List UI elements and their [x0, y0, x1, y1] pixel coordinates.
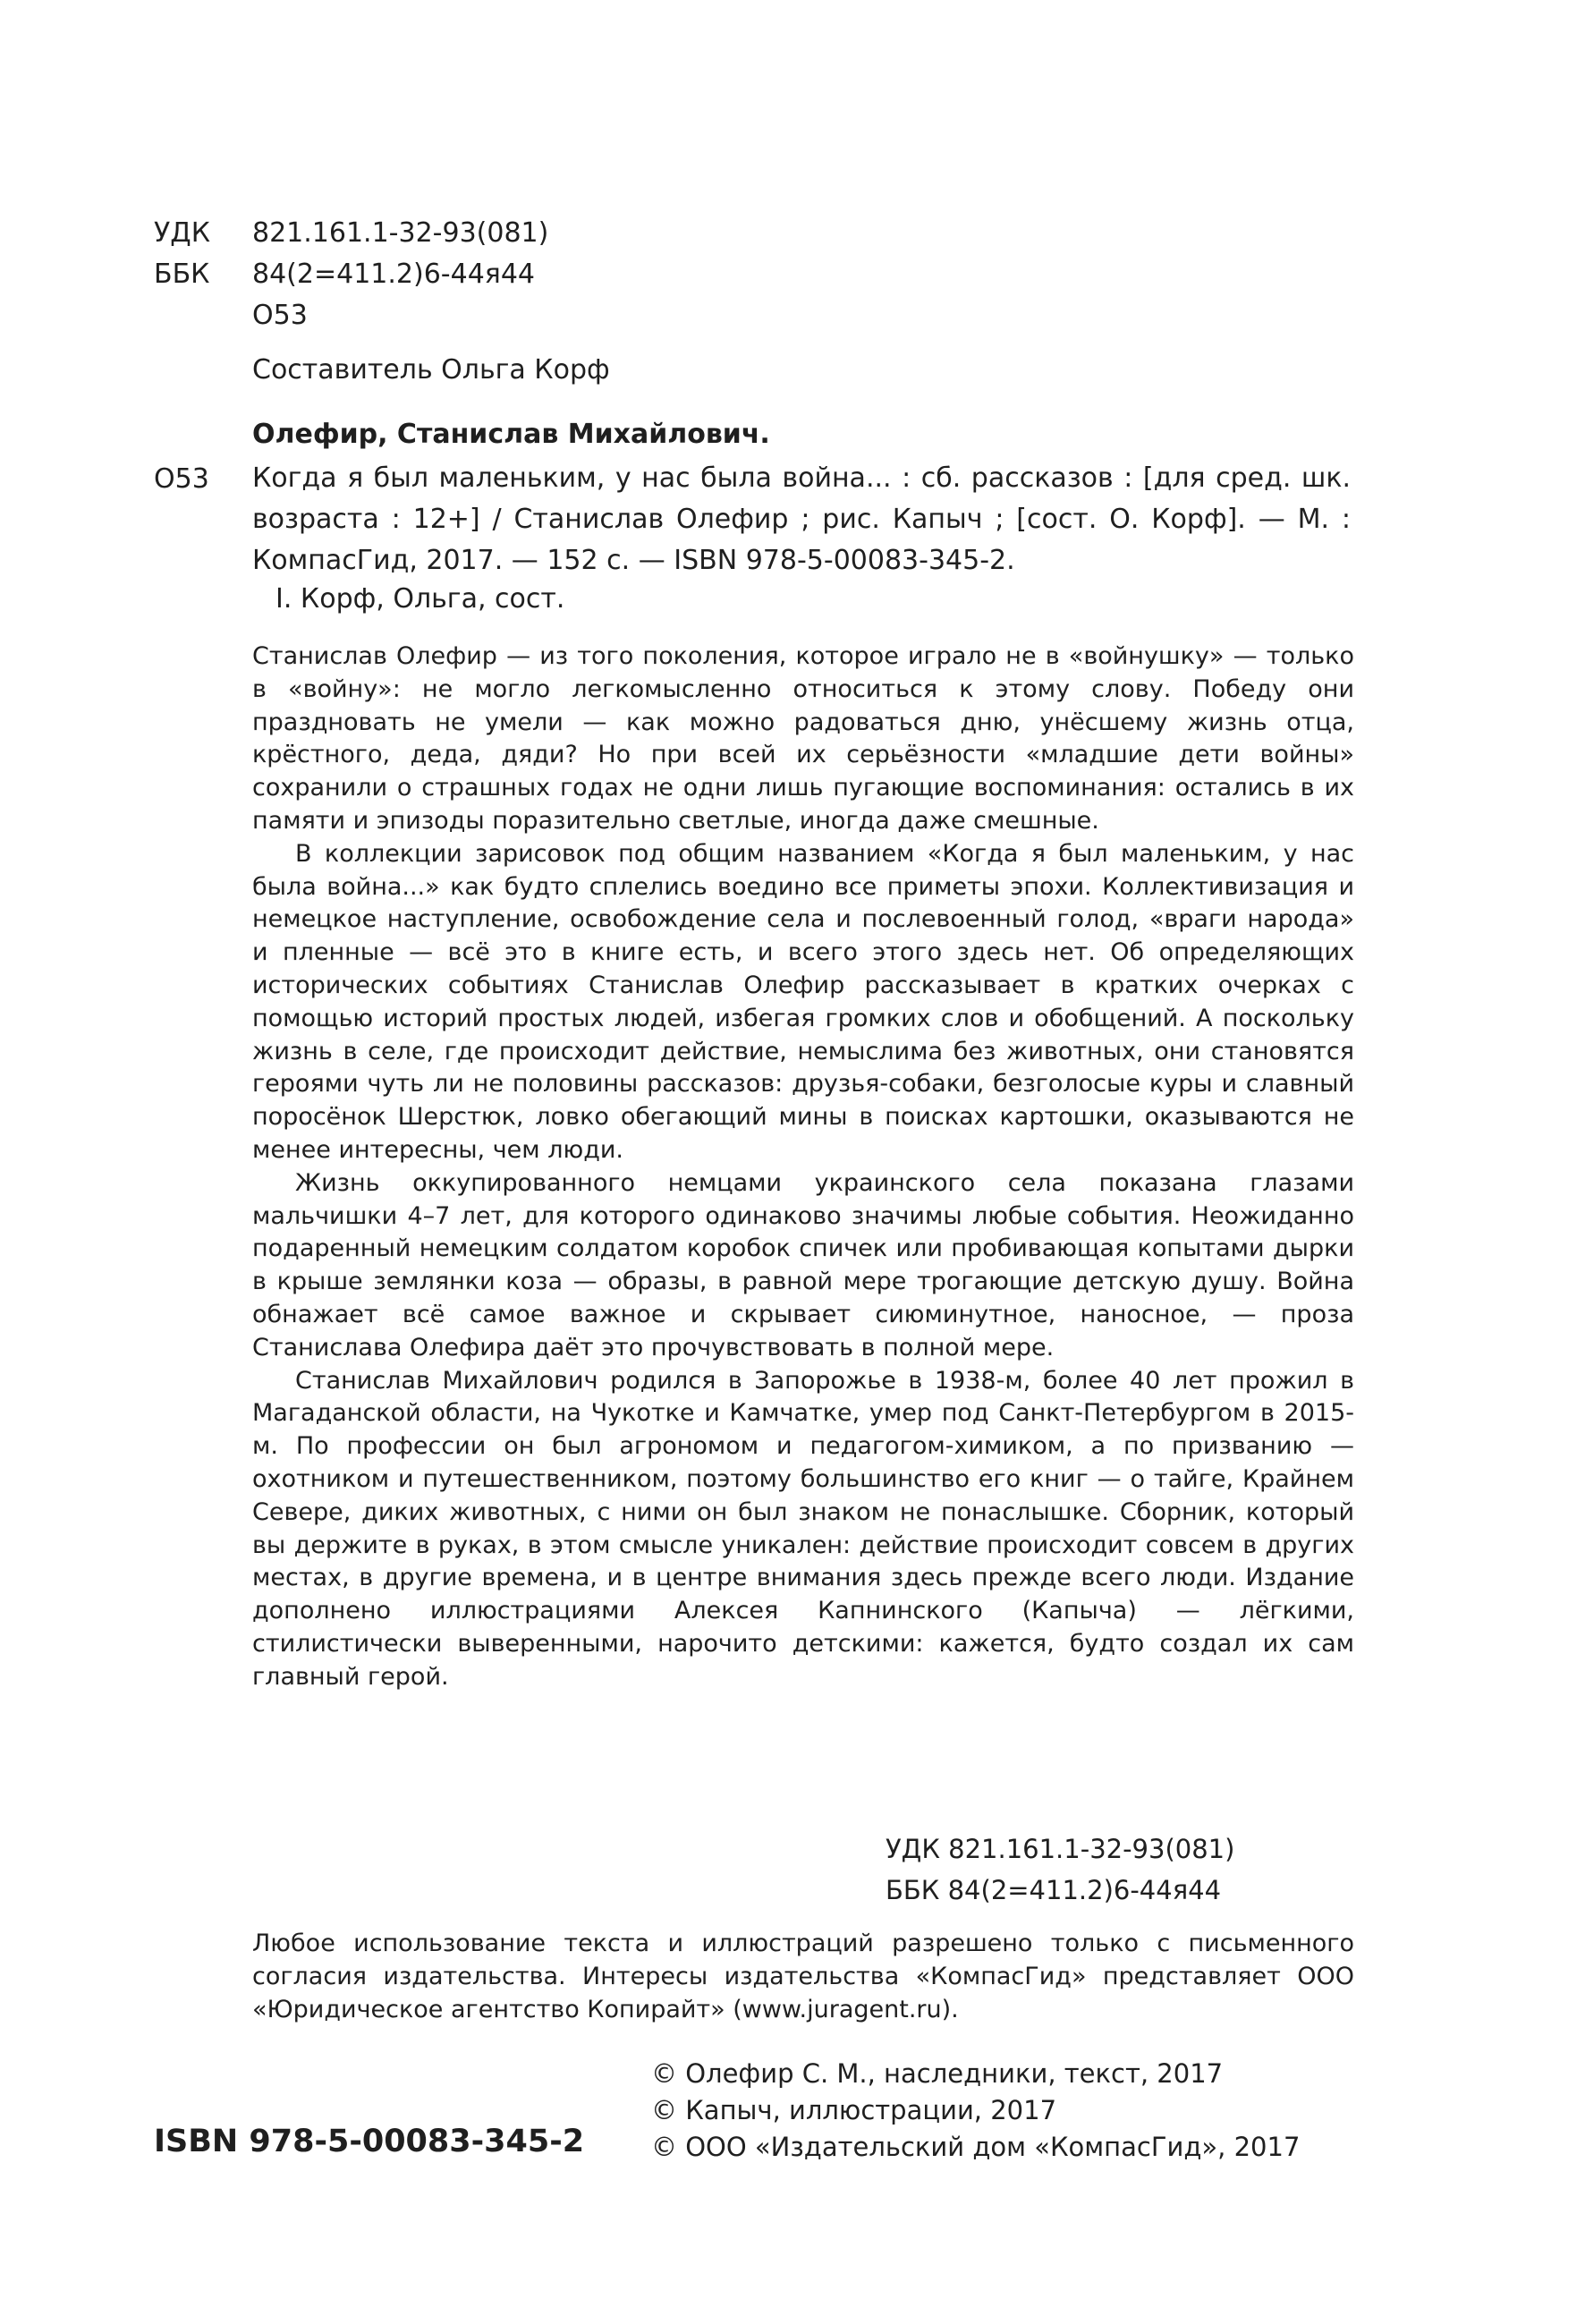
entry-cipher: О53 [154, 463, 209, 495]
copyright-line: © Олефир С. М., наследники, текст, 2017 [651, 2058, 1224, 2089]
copyright-line: © ООО «Издательский дом «КомпасГид», 2017 [651, 2132, 1301, 2162]
annotation [252, 640, 1354, 1694]
author-cipher-row [154, 295, 548, 336]
annotation-paragraph: Станислав Михайлович родился в Запорожье в 1938-м, более 40 лет прожил в Магаданской области, на Чукотке и Камчатке, умер под Санкт-Петербургом в 2015-м. По профессии он был агрономом и педагогом-химиком, а по призванию — охотником и путешественником, поэтому большинство его книг — о тайге, Крайнем Севере, диких животных, с ними он был знаком не понаслышке. Сборник, который вы держите в руках, в этом смысле уникален: действие происходит совсем в других местах, в другие времена, и в центре внимания здесь прежде всего люди. Издание дополнено иллюстрациями Алексея Капнинского (Капыча) — лёгкими, стилистически выверенными, нарочито детскими: кажется, будто создал их сам главный герой. [252, 1366, 1354, 1691]
bibliographic-index-entry: I. Корф, Ольга, сост. [275, 583, 565, 615]
isbn: ISBN 978-5-00083-345-2 [154, 2124, 585, 2159]
author-heading: Олефир, Станислав Михайлович. [252, 419, 770, 450]
bbk-value: 84(2=411.2)6-44я44 [252, 259, 535, 290]
author-cipher: О53 [252, 300, 308, 331]
annotation-paragraph: Станислав Олефир — из того поколения, которое играло не в «войнушку» — только в «войну»: не могло легкомысленно относиться к этому слову. Победу они праздновать не умели — как можно радоваться дню, унёсшему жизнь отца, крёстного, деда, дяди? Но при всей их серьёзности «младшие дети войны» сохранили о страшных годах не одни лишь пугающие воспоминания: остались в их памяти и эпизоды поразительно светлые, иногда даже смешные. [252, 642, 1354, 835]
compiler-line: Составитель Ольга Корф [252, 354, 610, 386]
copyright-line: © Капыч, иллюстрации, 2017 [651, 2095, 1057, 2125]
bbk-label: ББК [154, 259, 210, 290]
bbk-repeat: ББК 84(2=411.2)6-44я44 [886, 1875, 1222, 1905]
annotation-paragraph: Жизнь оккупированного немцами украинского села показана глазами мальчишки 4–7 лет, для которого одинаково значимы любые события. Неожиданно подаренный немецким солдатом коробок спичек или пробивающая копытами дырки в крыше землянки коза — образы, в равной мере трогающие детскую душу. Война обнажает всё самое важное и скрывает сиюминутное, наносное, — проза Станислава Олефира даёт это прочувствовать в полной мере. [252, 1168, 1354, 1361]
udk-repeat: УДК 821.161.1-32-93(081) [886, 1834, 1235, 1864]
copyright-lines [651, 2056, 1300, 2166]
udk-row [154, 213, 548, 254]
bibliographic-description: Когда я был маленьким, у нас была война... : сб. рассказов : [для сред. шк. возраста : 12+] / Станислав Олефир ; рис. Капыч ; [сост. О. Корф]. — М. : КомпасГид, 2017. — 152 с. — ISBN 978-5-00083-345-2. [252, 462, 1351, 576]
bbk-row [154, 254, 548, 295]
annotation-paragraph: В коллекции зарисовок под общим названием «Когда я был маленьким, у нас была война...» как будто сплелись воедино все приметы эпохи. Коллективизация и немецкое наступление, освобождение села и послевоенный голод, «враги народа» и пленные — всё это в книге есть, и всего этого здесь нет. Об определяющих исторических событиях Станислав Олефир рассказывает в кратких очерках с помощью историй простых людей, избегая громких слов и обобщений. А поскольку жизнь в селе, где происходит действие, немыслима без животных, они становятся героями чуть ли не половины рассказов: друзья-собаки, безголосые куры и славный поросёнок Шерстюк, ловко обегающий мины в поисках картошки, оказываются не менее интересны, чем люди. [252, 839, 1354, 1164]
udk-value: 821.161.1-32-93(081) [252, 217, 549, 249]
copyright-note: Любое использование текста и иллюстраций разрешено только с письменного согласия издательства. Интересы издательства «КомпасГид» представляет ООО «Юридическое агентство Копирайт» (www.juragent.ru). [252, 1930, 1354, 2023]
classification-block [154, 213, 548, 336]
classification-repeat [886, 1828, 1234, 1911]
udk-label: УДК [154, 217, 211, 249]
